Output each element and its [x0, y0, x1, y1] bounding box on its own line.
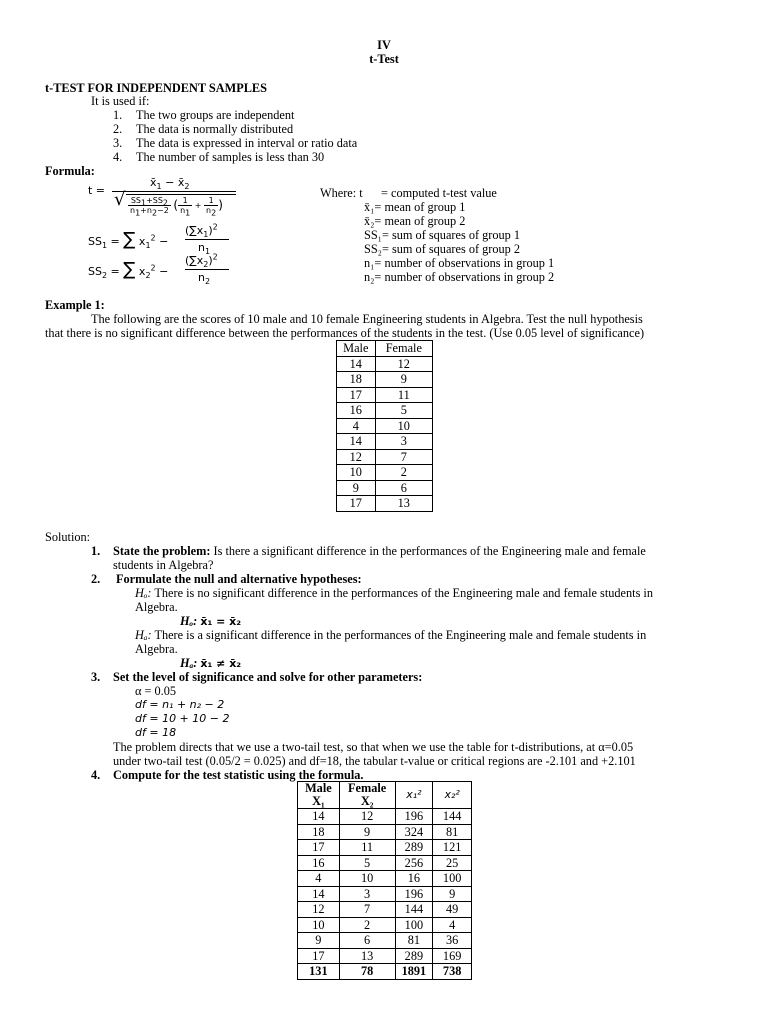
h0-formula	[180, 614, 241, 629]
table-cell: 9	[375, 372, 432, 388]
step-number: 2.	[91, 572, 101, 586]
table-row	[337, 372, 433, 388]
h0-formula-label: Hₒ:	[180, 614, 198, 628]
table-row	[337, 403, 433, 419]
example-text-line1: The following are the scores of 10 male and 10 female Engineering students in Algebra. Test the null hypothesis	[91, 312, 643, 326]
table-cell: 2	[339, 917, 395, 933]
table-cell: 144	[395, 902, 433, 918]
table-cell: 324	[395, 824, 433, 840]
table-cell: 3	[339, 886, 395, 902]
ha-formula	[180, 656, 241, 671]
definition: x̄₂= mean of group 2	[364, 214, 466, 228]
condition-text: The data is expressed in interval or ratio data	[136, 136, 358, 150]
ha-text: Algebra.	[135, 642, 178, 656]
table-row	[298, 855, 472, 871]
two-tail-explanation: under two-tail test (0.05/2 = 0.025) and df=18, the tabular t-value or critical regions are -2.101 and +2.101	[113, 754, 636, 768]
table-row	[337, 496, 433, 512]
table-cell: 3	[375, 434, 432, 450]
ha-formula-label: Hₐ:	[180, 656, 198, 670]
table-cell: 14	[337, 434, 376, 450]
where-label: Where: t	[320, 186, 363, 200]
table-cell: 10	[339, 871, 395, 887]
column-header: Male	[337, 341, 376, 357]
table-cell: 11	[375, 387, 432, 403]
column-header-female: Female X₂	[339, 782, 395, 809]
table-cell: 17	[298, 840, 340, 856]
alternative-hypothesis	[135, 628, 646, 642]
table-cell: 12	[375, 356, 432, 372]
table-cell: 10	[337, 465, 376, 481]
table-cell: 4	[298, 871, 340, 887]
definition: SS₂= sum of squares of group 2	[364, 242, 521, 256]
table-cell: 5	[375, 403, 432, 419]
table-cell: 11	[339, 840, 395, 856]
step-number: 4.	[91, 768, 101, 782]
condition-num: 3.	[113, 136, 123, 150]
formula-label: Formula:	[45, 164, 95, 178]
solution-label: Solution:	[45, 530, 91, 544]
table-cell: 12	[337, 449, 376, 465]
example-label: Example 1:	[45, 298, 105, 312]
table-row	[298, 840, 472, 856]
condition-text: The data is normally distributed	[136, 122, 294, 136]
table-cell: 16	[395, 871, 433, 887]
h0-text: There is no significant difference in the performances of the Engineering male and female students in	[154, 586, 653, 600]
table-cell: 4	[337, 418, 376, 434]
table-row	[298, 809, 472, 825]
table-cell: 144	[433, 809, 472, 825]
example-text-line2: that there is no significant difference between the performances of the students in the test. (Use 0.05 level of significance)	[45, 326, 645, 340]
table-cell: 12	[298, 902, 340, 918]
total-cell: 738	[433, 964, 472, 980]
table-row	[298, 871, 472, 887]
table-cell: 36	[433, 933, 472, 949]
table-cell: 16	[298, 855, 340, 871]
column-header: Female	[375, 341, 432, 357]
table-cell: 14	[298, 809, 340, 825]
table-row	[337, 449, 433, 465]
total-cell: 131	[298, 964, 340, 980]
table-cell: 9	[433, 886, 472, 902]
table-cell: 12	[339, 809, 395, 825]
table-cell: 196	[395, 886, 433, 902]
section-heading: t-TEST FOR INDEPENDENT SAMPLES	[45, 81, 267, 95]
table-row	[298, 933, 472, 949]
condition-num: 1.	[113, 108, 123, 122]
table-row	[337, 387, 433, 403]
table-cell: 81	[395, 933, 433, 949]
alpha-value: α = 0.05	[135, 684, 177, 698]
condition-text: The number of samples is less than 30	[136, 150, 325, 164]
table-row	[337, 434, 433, 450]
condition-num: 4.	[113, 150, 123, 164]
ha-formula-expression: x̄₁ ≠ x̄₂	[200, 657, 242, 670]
table-cell: 9	[298, 933, 340, 949]
condition-text: The two groups are independent	[136, 108, 295, 122]
chapter-title: t-Test	[369, 52, 399, 66]
table-cell: 16	[337, 403, 376, 419]
table-cell: 2	[375, 465, 432, 481]
table-cell: 289	[395, 840, 433, 856]
table-row	[298, 902, 472, 918]
table-cell: 4	[433, 917, 472, 933]
table-cell: 6	[375, 480, 432, 496]
step-title: Compute for the test statistic using the formula.	[113, 768, 364, 782]
table-cell: 9	[339, 824, 395, 840]
table-cell: 10	[375, 418, 432, 434]
table-row	[298, 948, 472, 964]
column-header-x1-squared: x₁²	[395, 782, 433, 809]
total-cell: 1891	[395, 964, 433, 980]
table-cell: 81	[433, 824, 472, 840]
table-cell: 100	[433, 871, 472, 887]
table-cell: 7	[339, 902, 395, 918]
table-cell: 25	[433, 855, 472, 871]
definition: SS₁= sum of squares of group 1	[364, 228, 521, 242]
table-row	[337, 356, 433, 372]
scores-table	[336, 340, 433, 512]
step-title: Formulate the null and alternative hypotheses:	[116, 572, 362, 586]
column-header-male: Male X₁	[298, 782, 340, 809]
step-number: 1.	[91, 544, 101, 558]
definition: x̄₁= mean of group 1	[364, 200, 466, 214]
df-substitution: df = 10 + 10 − 2	[135, 712, 230, 725]
table-cell: 10	[298, 917, 340, 933]
table-cell: 17	[298, 948, 340, 964]
table-cell: 7	[375, 449, 432, 465]
table-row	[298, 917, 472, 933]
table-cell: 14	[337, 356, 376, 372]
definition: = computed t-test value	[381, 186, 497, 200]
two-tail-explanation: The problem directs that we use a two-tail test, so that when we use the table for t-distributions, at α=0.05	[113, 740, 634, 754]
table-cell: 169	[433, 948, 472, 964]
step-title: Set the level of significance and solve for other parameters:	[113, 670, 423, 684]
table-cell: 13	[375, 496, 432, 512]
table-total-row	[298, 964, 472, 980]
df-formula: df = n₁ + n₂ − 2	[135, 698, 225, 711]
table-cell: 6	[339, 933, 395, 949]
table-cell: 49	[433, 902, 472, 918]
definition: n₁= number of observations in group 1	[364, 256, 555, 270]
ha-text: There is a significant difference in the performances of the Engineering male and female students in	[154, 628, 647, 642]
table-cell: 18	[337, 372, 376, 388]
condition-num: 2.	[113, 122, 123, 136]
table-cell: 17	[337, 387, 376, 403]
table-cell: 18	[298, 824, 340, 840]
step-text: students in Algebra?	[113, 558, 214, 572]
table-cell: 256	[395, 855, 433, 871]
table-cell: 17	[337, 496, 376, 512]
step-number: 3.	[91, 670, 101, 684]
section-intro: It is used if:	[91, 94, 150, 108]
definition: n₂= number of observations in group 2	[364, 270, 555, 284]
table-cell: 289	[395, 948, 433, 964]
null-hypothesis	[135, 586, 653, 600]
table-cell: 14	[298, 886, 340, 902]
table-cell: 121	[433, 840, 472, 856]
column-header-x2-squared: x₂²	[433, 782, 472, 809]
table-row	[298, 824, 472, 840]
h0-text: Algebra.	[135, 600, 178, 614]
table-cell: 13	[339, 948, 395, 964]
table-cell: 5	[339, 855, 395, 871]
h0-formula-expression: x̄₁ = x̄₂	[200, 615, 242, 628]
step-text: Is there a significant difference in the performances of the Engineering male and female	[213, 544, 646, 558]
df-result: df = 18	[135, 726, 177, 739]
ha-label: Hₐ:	[135, 628, 152, 642]
table-row	[337, 418, 433, 434]
h0-label: Hₒ:	[135, 586, 152, 600]
table-cell: 196	[395, 809, 433, 825]
step1	[113, 544, 646, 558]
total-cell: 78	[339, 964, 395, 980]
table-cell: 100	[395, 917, 433, 933]
computation-table	[297, 781, 472, 980]
table-row	[337, 465, 433, 481]
chapter-number: IV	[377, 38, 391, 52]
table-row	[337, 480, 433, 496]
table-row	[298, 886, 472, 902]
step-title: State the problem:	[113, 544, 211, 558]
table-cell: 9	[337, 480, 376, 496]
